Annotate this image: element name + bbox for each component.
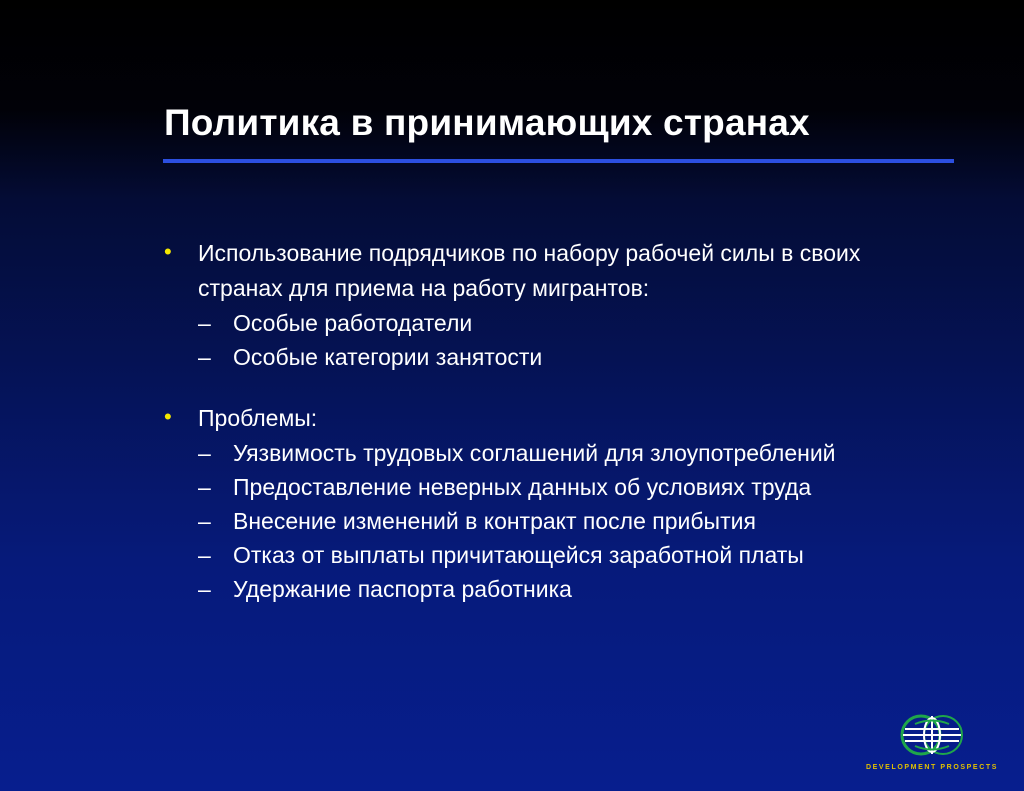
bullet-text-line: Использование подрядчиков по набору рабочей силы в своих: [198, 240, 861, 266]
sub-item-text: Отказ от выплаты причитающейся заработной платы: [233, 542, 804, 568]
dash-icon: –: [198, 542, 211, 568]
dash-icon: –: [198, 310, 211, 336]
bullet-text-line: Проблемы:: [198, 405, 318, 431]
bullet-item: [160, 236, 960, 306]
bullet-block-1: [160, 236, 960, 374]
sub-item: [160, 436, 960, 470]
bullet-block-2: [160, 401, 960, 606]
development-prospects-logo: [862, 712, 1002, 782]
sub-item: [160, 470, 960, 504]
sub-item-text: Предоставление неверных данных об условиях труда: [233, 474, 812, 500]
bullet-text-line: странах для приема на работу мигрантов:: [198, 275, 650, 301]
dash-icon: –: [198, 576, 211, 602]
dash-icon: –: [198, 508, 211, 534]
sub-item-text: Удержание паспорта работника: [233, 576, 572, 602]
bullet-dot-icon: •: [164, 404, 172, 429]
sub-item: [160, 538, 960, 572]
sub-item-text: Внесение изменений в контракт после прибытия: [233, 508, 756, 534]
sub-item: [160, 340, 960, 374]
globe-logo-icon: [899, 712, 965, 760]
dash-icon: –: [198, 344, 211, 370]
sub-item: [160, 504, 960, 538]
logo-caption: DEVELOPMENT PROSPECTS: [865, 764, 998, 771]
sub-item-text: Уязвимость трудовых соглашений для злоупотреблений: [233, 440, 836, 466]
bullet-dot-icon: •: [164, 239, 172, 264]
bullet-item: [160, 401, 960, 436]
sub-item: [160, 572, 960, 606]
slide-title: Политика в принимающих странах: [164, 102, 810, 143]
sub-item: [160, 306, 960, 340]
sub-item-text: Особые категории занятости: [233, 344, 543, 370]
sub-item-text: Особые работодатели: [233, 310, 473, 336]
dash-icon: –: [198, 474, 211, 500]
title-underline: [163, 159, 954, 163]
dash-icon: –: [198, 440, 211, 466]
